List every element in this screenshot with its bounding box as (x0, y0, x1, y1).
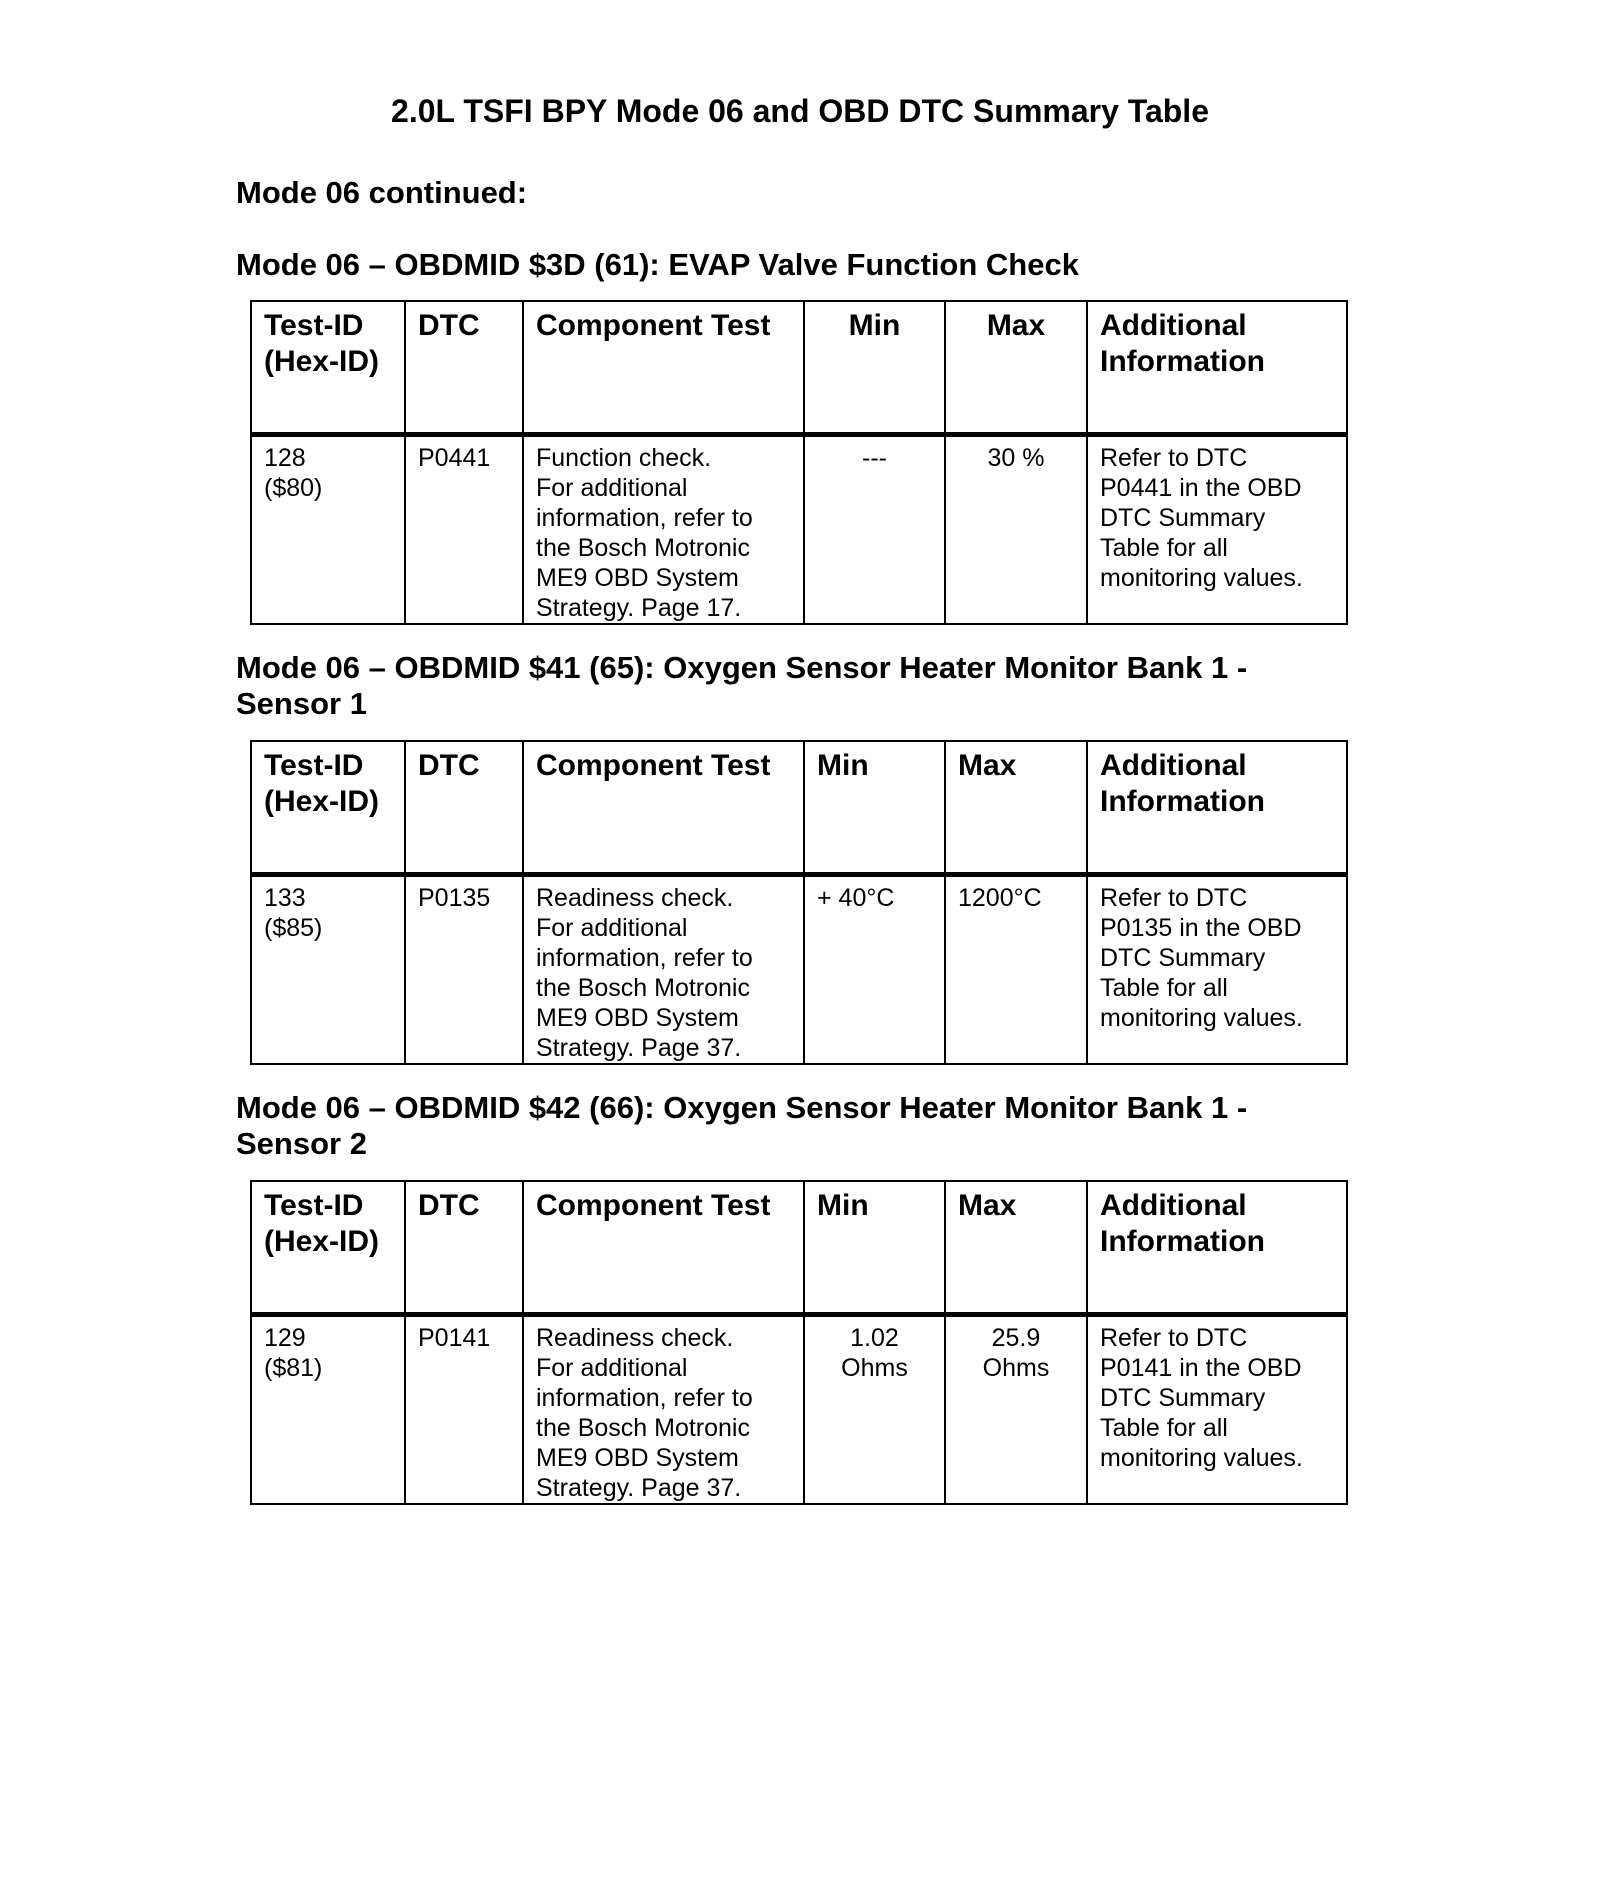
cell-additional-info: Refer to DTC P0441 in the OBD DTC Summary Table for all monitoring values. (1087, 435, 1347, 625)
section-title: Mode 06 – OBDMID $3D (61): EVAP Valve Function Check (236, 247, 1079, 282)
table-header-row (251, 1181, 1347, 1315)
header-test-id: Test-ID (Hex-ID) (251, 741, 405, 875)
header-min: Min (804, 741, 945, 875)
cell-min: + 40°C (804, 875, 945, 1065)
header-dtc: DTC (405, 1181, 523, 1315)
section-title: Mode 06 – OBDMID $42 (66): Oxygen Sensor Heater Monitor Bank 1 - Sensor 2 (236, 1090, 1248, 1161)
cell-max: 30 % (945, 435, 1087, 625)
cell-max: 25.9 Ohms (945, 1315, 1087, 1505)
cell-test-id: 133 ($85) (251, 875, 405, 1065)
header-component-test: Component Test (523, 741, 804, 875)
header-test-id: Test-ID (Hex-ID) (251, 1181, 405, 1315)
header-additional-info: Additional Information (1087, 741, 1347, 875)
cell-test-id: 129 ($81) (251, 1315, 405, 1505)
header-test-id: Test-ID (Hex-ID) (251, 301, 405, 435)
cell-dtc: P0135 (405, 875, 523, 1065)
header-min: Min (804, 1181, 945, 1315)
table-header-row (251, 301, 1347, 435)
table-row (251, 875, 1347, 1065)
section-obdmid-3d (236, 247, 1356, 622)
cell-additional-info: Refer to DTC P0141 in the OBD DTC Summary Table for all monitoring values. (1087, 1315, 1347, 1505)
table-row (251, 435, 1347, 625)
cell-dtc: P0141 (405, 1315, 523, 1505)
table-header-row (251, 741, 1347, 875)
header-max: Max (945, 301, 1087, 435)
obdmid-41-table (250, 740, 1348, 1065)
header-min: Min (804, 301, 945, 435)
section-title: Mode 06 – OBDMID $41 (65): Oxygen Sensor Heater Monitor Bank 1 - Sensor 1 (236, 650, 1248, 721)
cell-additional-info: Refer to DTC P0135 in the OBD DTC Summary Table for all monitoring values. (1087, 875, 1347, 1065)
cell-test-id: 128 ($80) (251, 435, 405, 625)
cell-min: 1.02 Ohms (804, 1315, 945, 1505)
obdmid-42-table (250, 1180, 1348, 1505)
cell-dtc: P0441 (405, 435, 523, 625)
header-component-test: Component Test (523, 1181, 804, 1315)
section-obdmid-41 (236, 650, 1356, 1062)
header-additional-info: Additional Information (1087, 301, 1347, 435)
document-title: 2.0L TSFI BPY Mode 06 and OBD DTC Summary Table (391, 93, 1209, 129)
mode-06-continued-heading: Mode 06 continued: (236, 175, 528, 210)
header-additional-info: Additional Information (1087, 1181, 1347, 1315)
cell-component-test: Function check. For additional information, refer to the Bosch Motronic ME9 OBD System Strategy. Page 17. (523, 435, 804, 625)
header-dtc: DTC (405, 301, 523, 435)
cell-component-test: Readiness check. For additional information, refer to the Bosch Motronic ME9 OBD System Strategy. Page 37. (523, 875, 804, 1065)
cell-min: --- (804, 435, 945, 625)
header-max: Max (945, 741, 1087, 875)
table-row (251, 1315, 1347, 1505)
header-component-test: Component Test (523, 301, 804, 435)
cell-max: 1200°C (945, 875, 1087, 1065)
obdmid-3d-table (250, 300, 1348, 625)
header-max: Max (945, 1181, 1087, 1315)
section-obdmid-42 (236, 1090, 1356, 1502)
header-dtc: DTC (405, 741, 523, 875)
cell-component-test: Readiness check. For additional information, refer to the Bosch Motronic ME9 OBD System Strategy. Page 37. (523, 1315, 804, 1505)
